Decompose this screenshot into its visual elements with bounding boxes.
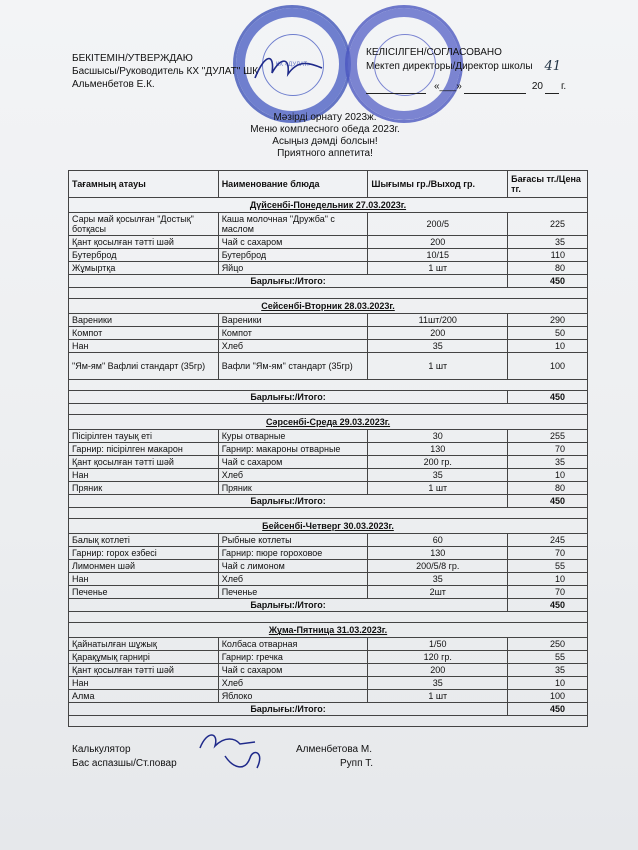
title-line2: Меню комплесного обеда 2023г. [250, 124, 400, 135]
dish-price: 225 [508, 213, 588, 236]
dish-ru: Хлеб [218, 340, 368, 353]
day-header [69, 198, 588, 213]
dish-ru: Яйцо [218, 262, 368, 275]
table-row [69, 430, 588, 443]
table-row [69, 560, 588, 573]
day-title: Сейсенбі-Вторник 28.03.2023г. [69, 299, 588, 314]
dish-price: 10 [508, 340, 588, 353]
agreer-title: Мектеп директоры/Директор школы [366, 61, 533, 72]
table-row [69, 573, 588, 586]
dish-yield: 200 гр. [368, 456, 508, 469]
dish-yield: 1 шт [368, 482, 508, 495]
date-year: 20 [531, 81, 543, 92]
menu-table [68, 170, 588, 727]
total-value: 450 [508, 391, 588, 404]
table-row [69, 469, 588, 482]
dish-price: 35 [508, 236, 588, 249]
dish-price: 50 [508, 327, 588, 340]
table-row [69, 664, 588, 677]
dish-kz: Алма [69, 690, 219, 703]
dish-yield: 1/50 [368, 638, 508, 651]
table-row [69, 353, 588, 380]
approver-title: Басшысы/Руководитель КХ "ДУЛАТ" ШК [72, 66, 259, 77]
dish-yield: 35 [368, 573, 508, 586]
table-row [69, 262, 588, 275]
dish-kz: Нан [69, 677, 219, 690]
day-title: Дүйсенбі-Понедельник 27.03.2023г. [69, 198, 588, 213]
table-row [69, 677, 588, 690]
spacer-cell [69, 380, 588, 391]
spacer-cell [69, 288, 588, 299]
dish-yield: 2шт [368, 586, 508, 599]
calculator-label: Калькулятор [72, 744, 131, 755]
dish-kz: Қайнатылған шұжық [69, 638, 219, 651]
spacer-row [69, 288, 588, 299]
total-row [69, 275, 588, 288]
total-label: Барлығы:/Итого: [69, 275, 508, 288]
date-prefix: «___» [434, 81, 462, 92]
total-row [69, 391, 588, 404]
dish-yield: 200 [368, 327, 508, 340]
dish-ru: Гарнир: гречка [218, 651, 368, 664]
total-label: Барлығы:/Итого: [69, 599, 508, 612]
table-row [69, 249, 588, 262]
day-title: Жұма-Пятница 31.03.2023г. [69, 623, 588, 638]
dish-yield: 130 [368, 547, 508, 560]
dish-ru: Хлеб [218, 469, 368, 482]
footer-right [296, 743, 373, 771]
day-header [69, 519, 588, 534]
dish-kz: Нан [69, 573, 219, 586]
dish-price: 10 [508, 573, 588, 586]
dish-yield: 35 [368, 340, 508, 353]
table-row [69, 638, 588, 651]
director-signature [250, 48, 330, 88]
dish-ru: Колбаса отварная [218, 638, 368, 651]
dish-price: 70 [508, 443, 588, 456]
dish-yield: 130 [368, 443, 508, 456]
chef-label: Бас аспазшы/Ст.повар [72, 758, 177, 769]
dish-price: 70 [508, 586, 588, 599]
dish-kz: Сары май қосылған "Достық" ботқасы [69, 213, 219, 236]
total-row [69, 495, 588, 508]
date-suffix: г. [560, 81, 567, 92]
table-row [69, 443, 588, 456]
dish-kz: Пісірілген тауық еті [69, 430, 219, 443]
table-row [69, 586, 588, 599]
date-year-blank [545, 83, 559, 94]
day-title: Сәрсенбі-Среда 29.03.2023г. [69, 415, 588, 430]
dish-price: 70 [508, 547, 588, 560]
calculator-name: Алменбетова М. [296, 744, 372, 755]
school-number: 41 [544, 59, 562, 74]
signature-blank [366, 83, 426, 94]
dish-ru: Чай с сахаром [218, 236, 368, 249]
approved-label: БЕКІТЕМІН/УТВЕРЖДАЮ [72, 53, 193, 64]
dish-ru: Хлеб [218, 677, 368, 690]
dish-yield: 35 [368, 677, 508, 690]
dish-yield: 1 шт [368, 353, 508, 380]
dish-price: 255 [508, 430, 588, 443]
dish-price: 80 [508, 262, 588, 275]
dish-yield: 200 [368, 664, 508, 677]
dish-kz: Нан [69, 340, 219, 353]
spacer-row [69, 380, 588, 391]
dish-price: 55 [508, 651, 588, 664]
total-value: 450 [508, 599, 588, 612]
dish-ru: Вареники [218, 314, 368, 327]
table-row [69, 534, 588, 547]
title-line4: Приятного аппетита! [277, 148, 373, 159]
day-header [69, 623, 588, 638]
dish-ru: Гарнир: пюре гороховое [218, 547, 368, 560]
dish-yield: 35 [368, 469, 508, 482]
dish-kz: Гарнир: горох езбесі [69, 547, 219, 560]
agreement-block [366, 46, 566, 94]
dish-price: 100 [508, 690, 588, 703]
dish-ru: Пряник [218, 482, 368, 495]
dish-ru: Каша молочная "Дружба" с маслом [218, 213, 368, 236]
date-month-blank [464, 83, 526, 94]
table-row [69, 213, 588, 236]
total-row [69, 703, 588, 716]
spacer-row [69, 612, 588, 623]
total-value: 450 [508, 703, 588, 716]
dish-ru: Чай с лимоном [218, 560, 368, 573]
table-row [69, 327, 588, 340]
dish-ru: Гарнир: макароны отварные [218, 443, 368, 456]
chef-name: Рупп Т. [340, 758, 374, 769]
total-value: 450 [508, 275, 588, 288]
col-yield: Шығымы гр./Выход гр. [368, 171, 508, 198]
dish-yield: 10/15 [368, 249, 508, 262]
dish-price: 245 [508, 534, 588, 547]
dish-ru: Печенье [218, 586, 368, 599]
spacer-cell [69, 716, 588, 727]
dish-yield: 120 гр. [368, 651, 508, 664]
dish-price: 250 [508, 638, 588, 651]
dish-yield: 200/5 [368, 213, 508, 236]
dish-yield: 1 шт [368, 262, 508, 275]
dish-kz: Пряник [69, 482, 219, 495]
spacer-cell [69, 404, 588, 415]
total-row [69, 599, 588, 612]
title-line1: Мәзірді орнату 2023ж. [273, 112, 377, 123]
total-label: Барлығы:/Итого: [69, 495, 508, 508]
dish-yield: 30 [368, 430, 508, 443]
dish-kz: Қант қосылған тәтті шәй [69, 236, 219, 249]
dish-kz: "Ям-ям" Вафлиі стандарт (35гр) [69, 353, 219, 380]
table-row [69, 690, 588, 703]
dish-ru: Чай с сахаром [218, 456, 368, 469]
day-title: Бейсенбі-Четверг 30.03.2023г. [69, 519, 588, 534]
spacer-cell [69, 612, 588, 623]
dish-price: 10 [508, 677, 588, 690]
total-value: 450 [508, 495, 588, 508]
spacer-row [69, 508, 588, 519]
dish-ru: Чай с сахаром [218, 664, 368, 677]
title-line3: Асыңыз дәмді болсын! [272, 136, 378, 147]
dish-ru: Хлеб [218, 573, 368, 586]
dish-ru: Яблоко [218, 690, 368, 703]
dish-ru: Куры отварные [218, 430, 368, 443]
day-header [69, 299, 588, 314]
dish-kz: Печенье [69, 586, 219, 599]
dish-kz: Нан [69, 469, 219, 482]
dish-yield: 60 [368, 534, 508, 547]
dish-yield: 11шт/200 [368, 314, 508, 327]
dish-kz: Жұмыртқа [69, 262, 219, 275]
dish-yield: 200 [368, 236, 508, 249]
spacer-row [69, 404, 588, 415]
dish-kz: Гарнир: пісірілген макарон [69, 443, 219, 456]
table-row [69, 340, 588, 353]
table-row [69, 482, 588, 495]
stamp-label: КХ «ДУЛАТ» [262, 34, 324, 96]
col-ru-name: Наименование блюда [218, 171, 368, 198]
dish-price: 290 [508, 314, 588, 327]
table-row [69, 236, 588, 249]
dish-yield: 200/5/8 гр. [368, 560, 508, 573]
table-row [69, 651, 588, 664]
table-row [69, 547, 588, 560]
dish-kz: Балық котлеті [69, 534, 219, 547]
dish-ru: Компот [218, 327, 368, 340]
staff-signature [195, 728, 290, 778]
approval-block [72, 52, 258, 91]
total-label: Барлығы:/Итого: [69, 391, 508, 404]
dish-ru: Вафли "Ям-ям" стандарт (35гр) [218, 353, 368, 380]
dish-yield: 1 шт [368, 690, 508, 703]
dish-price: 35 [508, 456, 588, 469]
menu-title [200, 112, 450, 160]
dish-price: 35 [508, 664, 588, 677]
dish-price: 10 [508, 469, 588, 482]
table-header [69, 171, 588, 198]
day-header [69, 415, 588, 430]
col-price: Бағасы тг./Цена тг. [508, 171, 588, 198]
spacer-cell [69, 508, 588, 519]
dish-kz: Қарақұмық гарнирі [69, 651, 219, 664]
col-kz-name: Тағамның атауы [69, 171, 219, 198]
dish-price: 100 [508, 353, 588, 380]
dish-kz: Компот [69, 327, 219, 340]
dish-kz: Қант қосылған тәтті шәй [69, 664, 219, 677]
spacer-row [69, 716, 588, 727]
dish-ru: Рыбные котлеты [218, 534, 368, 547]
dish-kz: Вареники [69, 314, 219, 327]
dish-price: 110 [508, 249, 588, 262]
dish-price: 55 [508, 560, 588, 573]
dish-kz: Қант қосылған тәтті шәй [69, 456, 219, 469]
dish-ru: Бутерброд [218, 249, 368, 262]
agreed-label: КЕЛІСІЛГЕН/СОГЛАСОВАНО [366, 47, 502, 58]
approver-name: Альменбетов Е.К. [72, 79, 155, 90]
table-row [69, 456, 588, 469]
dish-price: 80 [508, 482, 588, 495]
total-label: Барлығы:/Итого: [69, 703, 508, 716]
dish-kz: Бутерброд [69, 249, 219, 262]
footer-left [72, 743, 177, 771]
date-line [366, 80, 566, 94]
dish-kz: Лимонмен шәй [69, 560, 219, 573]
table-row [69, 314, 588, 327]
